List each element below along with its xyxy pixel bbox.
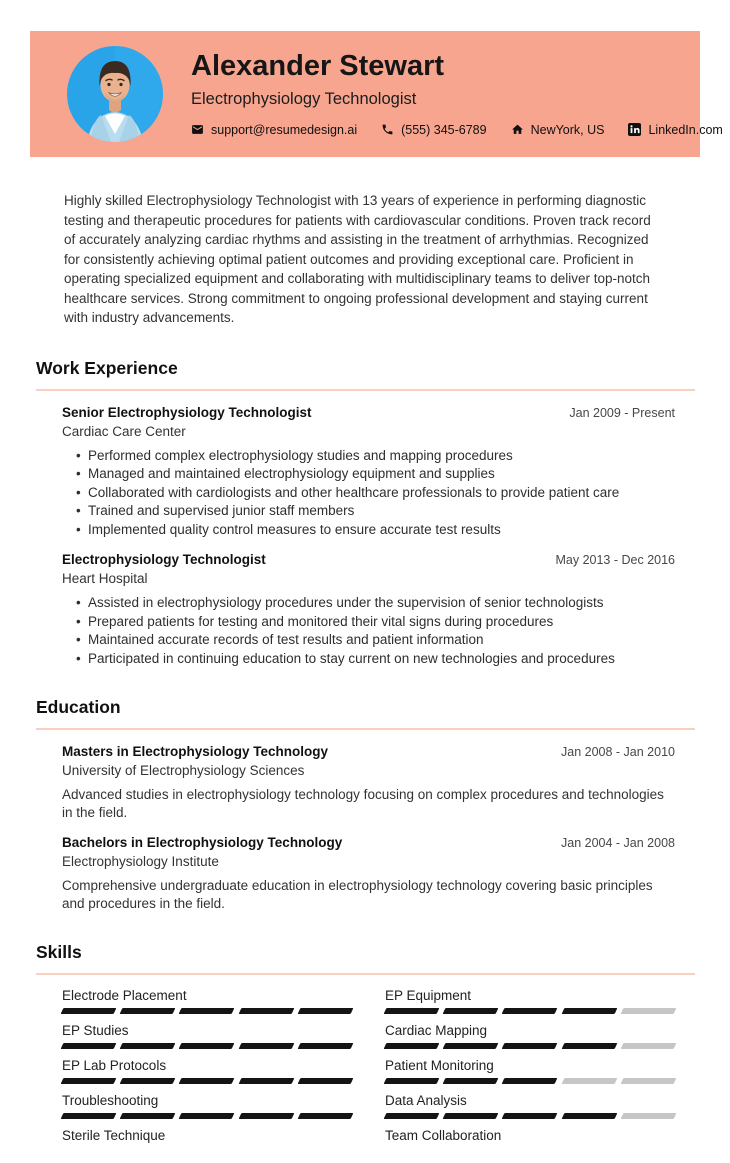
skill-bar-segment bbox=[297, 1078, 353, 1084]
contact-text: NewYork, US bbox=[530, 122, 605, 137]
degree-dates: Jan 2004 - Jan 2008 bbox=[561, 836, 675, 850]
skill-label: Team Collaboration bbox=[385, 1128, 502, 1143]
contact-text: (555) 345-6789 bbox=[401, 122, 487, 137]
job-title: Senior Electrophysiology Technologist bbox=[62, 404, 312, 420]
job-dates: May 2013 - Dec 2016 bbox=[555, 553, 675, 567]
job-bullet-list bbox=[62, 595, 675, 667]
skill-item bbox=[385, 1058, 675, 1084]
job-title: Electrophysiology Technologist bbox=[191, 89, 417, 108]
skill-bar-segment bbox=[61, 1043, 117, 1049]
job-entry bbox=[62, 552, 675, 667]
skill-item bbox=[62, 1093, 352, 1119]
skill-bar bbox=[62, 1008, 352, 1014]
contact-item[interactable] bbox=[191, 123, 357, 137]
skill-bar-segment bbox=[620, 1008, 676, 1014]
section-work-experience bbox=[0, 358, 730, 668]
contact-text: support@resumedesign.ai bbox=[211, 122, 358, 137]
degree-description: Advanced studies in electrophysiology technology focusing on complex procedures and technologies in the field. bbox=[62, 787, 664, 820]
skill-bar-segment bbox=[297, 1043, 353, 1049]
skill-item bbox=[62, 988, 352, 1014]
education-heading: Education bbox=[36, 697, 695, 730]
job-title: Electrophysiology Technologist bbox=[62, 552, 266, 567]
contact-text: LinkedIn.com bbox=[648, 122, 723, 137]
job-bullet: • Participated in continuing education to stay current on new technologies and procedures bbox=[76, 651, 675, 668]
skill-label: Data Analysis bbox=[385, 1093, 467, 1108]
contact-item[interactable] bbox=[381, 123, 486, 137]
skill-bar-segment bbox=[61, 1078, 117, 1084]
skill-bar bbox=[385, 1113, 675, 1119]
skill-label: EP Equipment bbox=[385, 988, 472, 1003]
phone-icon bbox=[381, 123, 394, 136]
skill-bar-segment bbox=[443, 1113, 499, 1119]
job-bullet: • Performed complex electrophysiology studies and mapping procedures bbox=[76, 448, 675, 465]
contact-list bbox=[191, 123, 723, 137]
skill-item bbox=[385, 1128, 675, 1154]
job-entry-head bbox=[62, 405, 675, 420]
skill-bar-segment bbox=[502, 1043, 558, 1049]
degree-entry bbox=[62, 744, 675, 821]
profile-photo-illustration bbox=[67, 46, 163, 142]
degree-list bbox=[0, 744, 730, 912]
skill-label: Electrode Placement bbox=[62, 988, 187, 1003]
section-skills bbox=[0, 942, 730, 1163]
contact-item[interactable] bbox=[511, 123, 605, 137]
skill-bar-segment bbox=[384, 1113, 440, 1119]
job-bullet: • Trained and supervised junior staff members bbox=[76, 503, 675, 520]
skill-bar-segment bbox=[61, 1113, 117, 1119]
skill-bar-segment bbox=[620, 1043, 676, 1049]
skill-bar-segment bbox=[384, 1078, 440, 1084]
job-entry bbox=[62, 405, 675, 539]
skill-label: EP Studies bbox=[62, 1023, 129, 1038]
degree-title: Bachelors in Electrophysiology Technology bbox=[62, 835, 343, 850]
contact-item[interactable] bbox=[628, 123, 722, 137]
skill-bar-segment bbox=[502, 1008, 558, 1014]
skill-item bbox=[62, 1128, 352, 1154]
skill-label: Patient Monitoring bbox=[385, 1058, 494, 1073]
skill-bar-segment bbox=[502, 1078, 558, 1084]
skill-bar-segment bbox=[179, 1113, 235, 1119]
job-company: Cardiac Care Center bbox=[62, 423, 186, 439]
resume-header bbox=[30, 31, 723, 157]
email-icon bbox=[191, 123, 204, 136]
skill-item bbox=[62, 1058, 352, 1084]
job-bullet: • Maintained accurate records of test results and patient information bbox=[76, 632, 675, 649]
job-bullet: • Prepared patients for testing and monitored their vital signs during procedures bbox=[76, 614, 675, 631]
skill-label: Troubleshooting bbox=[62, 1093, 159, 1108]
skill-item bbox=[62, 1023, 352, 1049]
skill-bar-segment bbox=[120, 1043, 176, 1049]
work-experience-heading: Work Experience bbox=[36, 358, 695, 391]
skill-bar bbox=[385, 1008, 675, 1014]
job-bullet: • Collaborated with cardiologists and other healthcare professionals to provide patient care bbox=[76, 485, 675, 502]
degree-entry bbox=[62, 835, 675, 912]
degree-title: Masters in Electrophysiology Technology bbox=[62, 744, 329, 759]
job-company: Heart Hospital bbox=[62, 571, 148, 586]
skill-bar bbox=[385, 1078, 675, 1084]
home-icon bbox=[511, 123, 524, 136]
skill-bar-segment bbox=[502, 1113, 558, 1119]
job-bullet: • Implemented quality control measures to ensure accurate test results bbox=[76, 522, 675, 539]
skill-bar-segment bbox=[120, 1078, 176, 1084]
skill-bar bbox=[62, 1113, 352, 1119]
summary-paragraph: Highly skilled Electrophysiology Technologist with 13 years of experience in performing diagnostic testing and therapeutic procedures for patients with cardiovascular conditions. Proven track record of accurately analyzing cardiac rhythms and assisting in the treatment of arrhythmias. Recognized for consistently achieving optimal patient outcomes and providing exceptional care. Proficient in operating specialized equipment and collaborating with multidisciplinary teams to deliver top-notch healthcare services. Strong commitment to ongoing professional development and staying current with industry advancements. bbox=[64, 193, 651, 325]
skill-bar-segment bbox=[120, 1008, 176, 1014]
skill-bar bbox=[385, 1148, 675, 1154]
skill-bar-segment bbox=[384, 1008, 440, 1014]
degree-entry-head bbox=[62, 744, 675, 759]
skill-bar-segment bbox=[120, 1113, 176, 1119]
section-education bbox=[0, 697, 730, 912]
skill-bar-segment bbox=[179, 1008, 235, 1014]
skill-item bbox=[385, 1093, 675, 1119]
skill-item bbox=[385, 1023, 675, 1049]
job-list bbox=[0, 405, 730, 668]
skill-bar-segment bbox=[443, 1043, 499, 1049]
skill-bar-segment bbox=[561, 1078, 617, 1084]
skill-bar-segment bbox=[61, 1008, 117, 1014]
skill-bar-segment bbox=[561, 1043, 617, 1049]
degree-description: Comprehensive undergraduate education in electrophysiology technology covering basic principles and procedures in the field. bbox=[62, 878, 653, 911]
skill-bar-segment bbox=[297, 1113, 353, 1119]
job-dates: Jan 2009 - Present bbox=[569, 405, 675, 420]
degree-dates: Jan 2008 - Jan 2010 bbox=[561, 745, 675, 759]
skill-bar-segment bbox=[620, 1113, 676, 1119]
degree-school: University of Electrophysiology Sciences bbox=[62, 763, 305, 778]
degree-entry-head bbox=[62, 835, 675, 850]
skill-bar-segment bbox=[561, 1008, 617, 1014]
skill-label: Sterile Technique bbox=[62, 1128, 166, 1143]
skill-bar-segment bbox=[179, 1078, 235, 1084]
skill-bar bbox=[385, 1043, 675, 1049]
skills-column-2 bbox=[385, 988, 675, 1163]
job-bullet: • Managed and maintained electrophysiology equipment and supplies bbox=[76, 466, 675, 483]
skill-bar-segment bbox=[561, 1113, 617, 1119]
skill-bar-segment bbox=[238, 1113, 294, 1119]
person-name: Alexander Stewart bbox=[191, 50, 445, 83]
skill-bar-segment bbox=[443, 1078, 499, 1084]
linkedin-icon bbox=[628, 123, 641, 136]
skill-bar-segment bbox=[384, 1043, 440, 1049]
skills-heading: Skills bbox=[36, 942, 695, 975]
job-bullet: • Assisted in electrophysiology procedures under the supervision of senior technologists bbox=[76, 595, 675, 612]
skills-column-1 bbox=[62, 988, 352, 1163]
skill-bar-segment bbox=[179, 1043, 235, 1049]
job-entry-head bbox=[62, 552, 675, 567]
profile-photo bbox=[67, 46, 163, 142]
skill-bar bbox=[62, 1148, 352, 1154]
skill-item bbox=[385, 988, 675, 1014]
job-bullet-list bbox=[62, 448, 675, 539]
skill-bar-segment bbox=[238, 1043, 294, 1049]
skill-label: EP Lab Protocols bbox=[62, 1058, 167, 1073]
skill-bar-segment bbox=[620, 1078, 676, 1084]
skill-bar bbox=[62, 1078, 352, 1084]
skill-bar-segment bbox=[238, 1078, 294, 1084]
skill-bar-segment bbox=[443, 1008, 499, 1014]
skill-bar-segment bbox=[297, 1008, 353, 1014]
skill-bar bbox=[62, 1043, 352, 1049]
skill-bar-segment bbox=[238, 1008, 294, 1014]
skills-grid bbox=[62, 988, 675, 1163]
header-info bbox=[191, 51, 723, 137]
degree-school: Electrophysiology Institute bbox=[62, 854, 219, 869]
skill-label: Cardiac Mapping bbox=[385, 1023, 488, 1038]
